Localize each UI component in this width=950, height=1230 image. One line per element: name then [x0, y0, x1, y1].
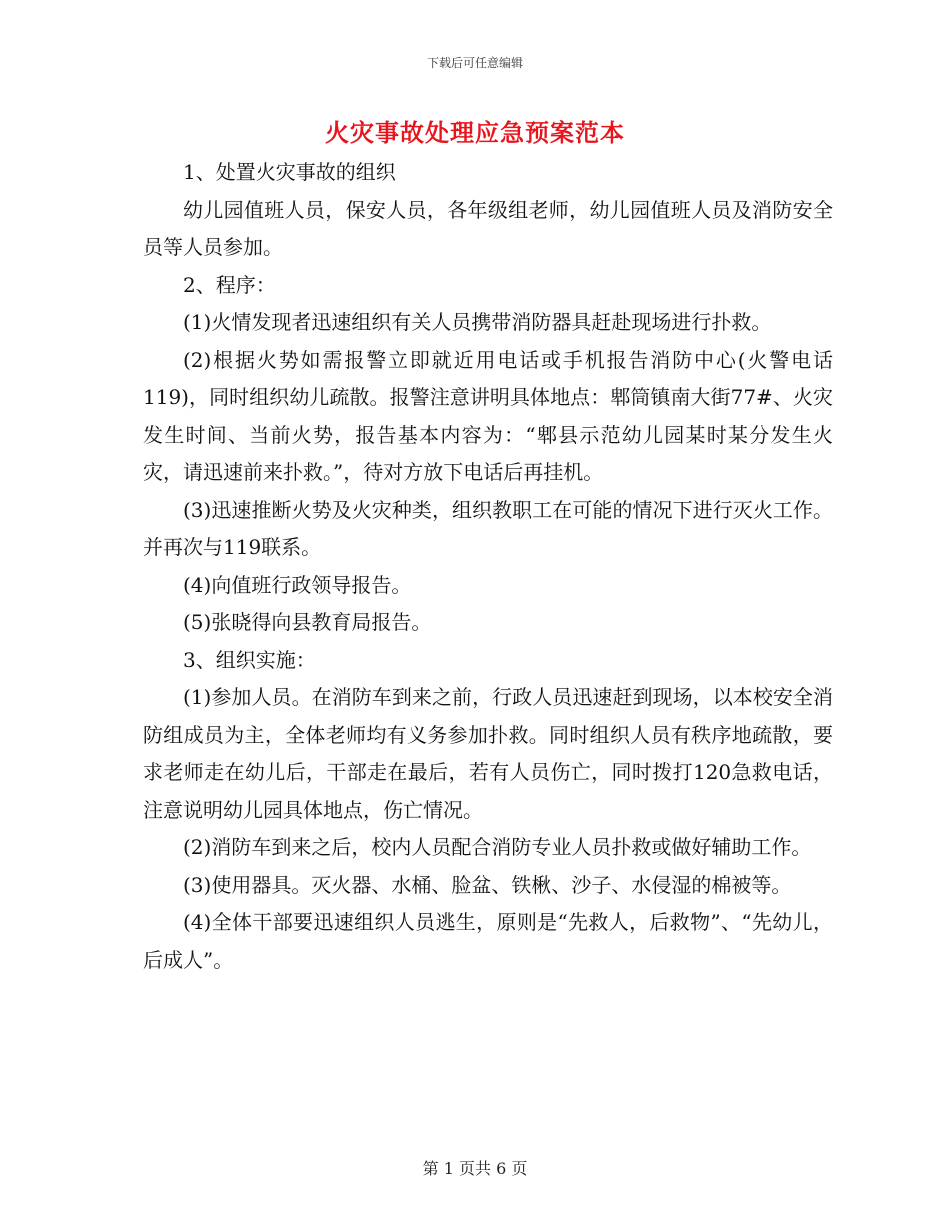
paragraph-procedure-5: (5)张晓得向县教育局报告。: [183, 610, 432, 634]
paragraph-implementation-1: (1)参加人员。在消防车到来之前，行政人员迅速赶到现场，以本校安全消防组成员为主，全体老师均有义务参加扑救。同时组织人员有秩序地疏散，要求老师走在幼儿后，干部走在最后，若有人员伤亡，同时拨打120急救电话，注意说明幼儿园具体地点，伤亡情况。: [143, 685, 833, 822]
header-note: 下载后可任意编辑: [426, 56, 523, 70]
paragraph-procedure-1: (1)火情发现者迅速组织有关人员携带消防器具赶赴现场进行扑救。: [183, 310, 772, 334]
paragraph-implementation-4: (4)全体干部要迅速组织人员逃生，原则是“先救人，后救物”、“先幼儿，后成人”。: [143, 910, 833, 972]
section-heading-implementation: 3、组织实施：: [183, 647, 316, 672]
page-indicator: 第 1 页共 6 页: [422, 1159, 528, 1178]
paragraph-participants: 幼儿园值班人员，保安人员，各年级组老师，幼儿园值班人员及消防安全员等人员参加。: [143, 197, 833, 259]
paragraph-procedure-4: (4)向值班行政领导报告。: [183, 572, 412, 597]
section-heading-organization: 1、处置火灾事故的组织: [183, 160, 396, 184]
document-title: 火灾事故处理应急预案范本: [325, 118, 625, 147]
section-heading-procedure: 2、程序：: [183, 272, 276, 297]
paragraph-implementation-2: (2)消防车到来之后，校内人员配合消防专业人员扑救或做好辅助工作。: [183, 835, 812, 859]
paragraph-procedure-3: (3)迅速推断火势及火灾种类，组织教职工在可能的情况下进行灭火工作。并再次与119联系。: [143, 497, 833, 559]
paragraph-procedure-2: (2)根据火势如需报警立即就近用电话或手机报告消防中心(火警电话119)，同时组织幼儿疏散。报警注意讲明具体地点：郫筒镇南大街77#、火灾发生时间、当前火势，报告基本内容为：“郫县示范幼儿园某时某分发生火灾，请迅速前来扑救。”，待对方放下电话后再挂机。: [143, 347, 833, 484]
paragraph-implementation-3: (3)使用器具。灭火器、水桶、脸盆、铁楸、沙子、水侵湿的棉被等。: [183, 872, 792, 897]
document-body: [143, 154, 833, 979]
